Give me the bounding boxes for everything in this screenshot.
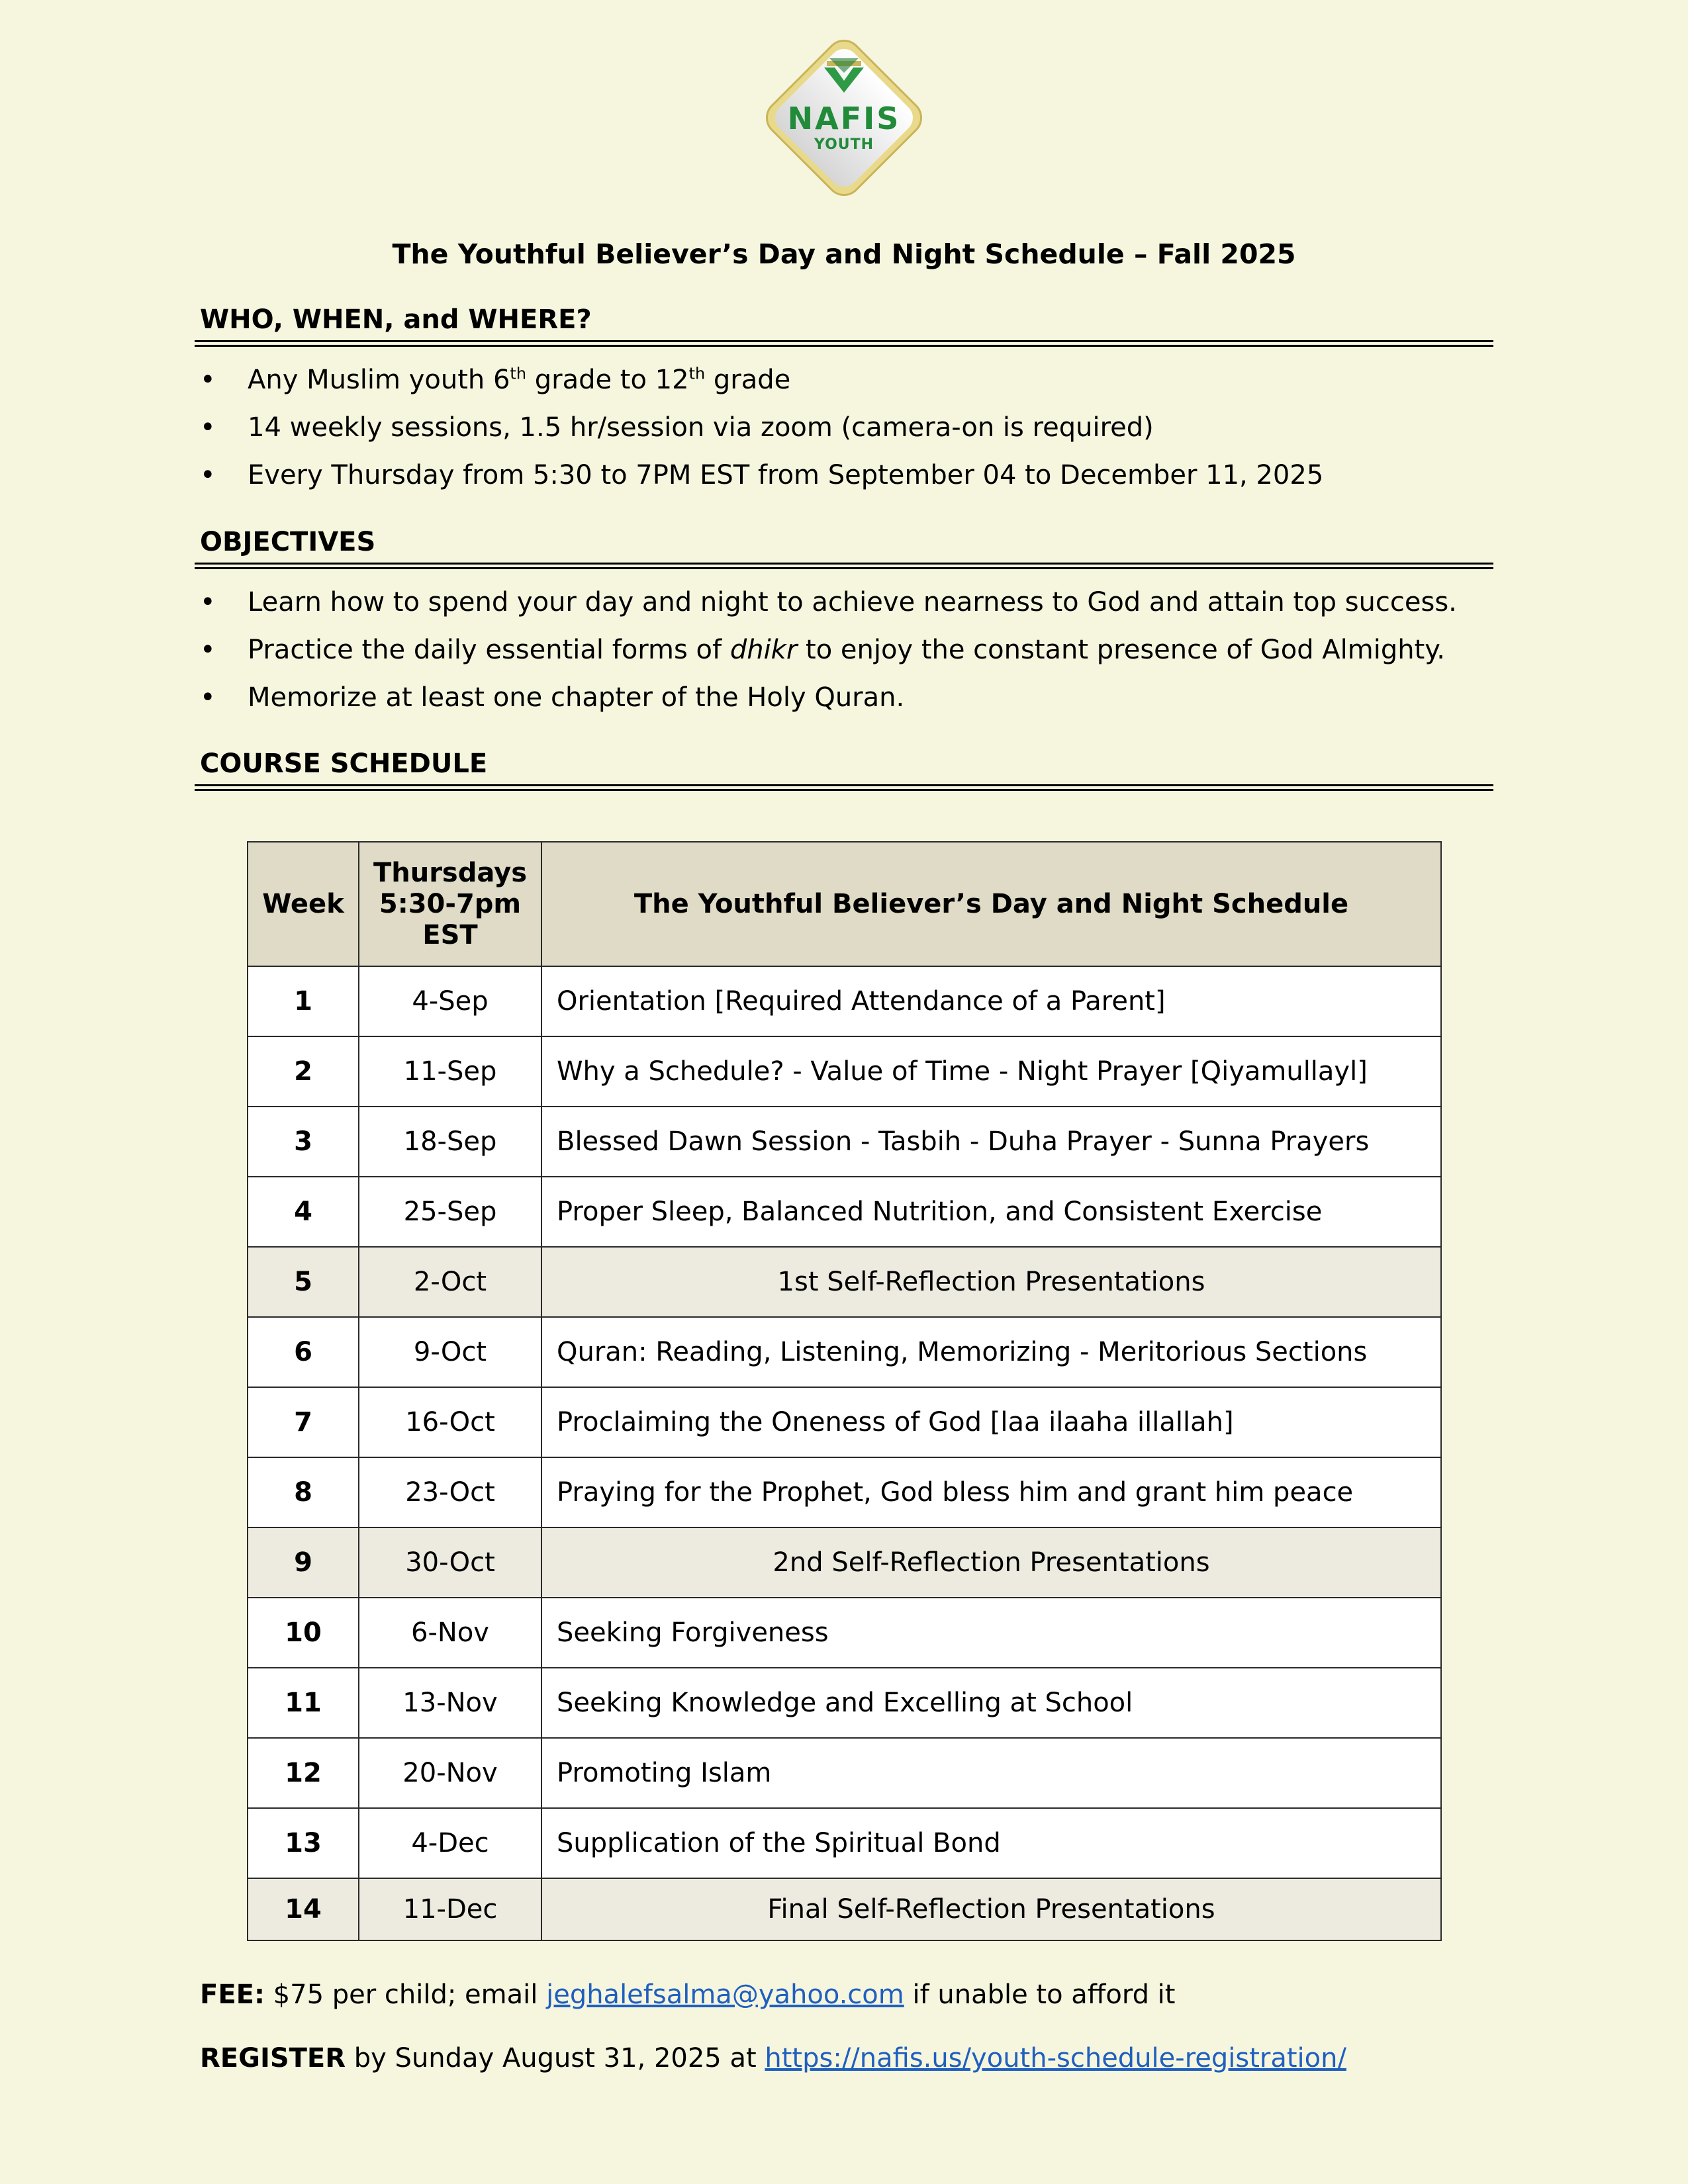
objectives-heading: OBJECTIVES bbox=[200, 527, 376, 557]
week-cell: 9 bbox=[248, 1527, 359, 1598]
list-item: • Every Thursday from 5:30 to 7PM EST from September 04 to December 11, 2025 bbox=[195, 459, 1493, 491]
topic-cell: Final Self-Reflection Presentations bbox=[541, 1878, 1441, 1940]
logo-sub: YOUTH bbox=[814, 136, 874, 153]
date-cell: 11-Sep bbox=[359, 1036, 541, 1107]
topic-cell: 2nd Self-Reflection Presentations bbox=[541, 1527, 1441, 1598]
date-cell: 4-Sep bbox=[359, 966, 541, 1036]
table-header-row bbox=[248, 842, 1441, 966]
date-cell: 30-Oct bbox=[359, 1527, 541, 1598]
col-week-header: Week bbox=[248, 842, 359, 966]
table-row bbox=[248, 1317, 1441, 1387]
topic-cell: Praying for the Prophet, God bless him and grant him peace bbox=[541, 1457, 1441, 1527]
list-item: • 14 weekly sessions, 1.5 hr/session via zoom (camera-on is required) bbox=[195, 412, 1493, 443]
week-cell: 8 bbox=[248, 1457, 359, 1527]
table-row bbox=[248, 966, 1441, 1036]
schedule-heading: COURSE SCHEDULE bbox=[200, 749, 488, 779]
topic-cell: Orientation [Required Attendance of a Parent] bbox=[541, 966, 1441, 1036]
table-row bbox=[248, 1177, 1441, 1247]
page-title: The Youthful Believer’s Day and Night Schedule – Fall 2025 bbox=[392, 238, 1296, 270]
table-row bbox=[248, 1107, 1441, 1177]
divider bbox=[195, 340, 1493, 347]
who-heading: WHO, WHEN, and WHERE? bbox=[200, 304, 592, 335]
col-date-header: Thursdays 5:30-7pm EST bbox=[359, 842, 541, 966]
date-cell: 18-Sep bbox=[359, 1107, 541, 1177]
who-section bbox=[195, 303, 1493, 507]
who-list bbox=[195, 364, 1493, 491]
table-row bbox=[248, 1738, 1441, 1808]
fee-line: FEE: $75 per child; email jeghalefsalma@yahoo.com if unable to afford it bbox=[200, 1979, 1176, 2010]
table-row bbox=[248, 1598, 1441, 1668]
date-cell: 2-Oct bbox=[359, 1247, 541, 1317]
divider bbox=[195, 784, 1493, 791]
topic-cell: Proper Sleep, Balanced Nutrition, and Consistent Exercise bbox=[541, 1177, 1441, 1247]
date-cell: 25-Sep bbox=[359, 1177, 541, 1247]
week-cell: 11 bbox=[248, 1668, 359, 1738]
table-row bbox=[248, 1036, 1441, 1107]
week-cell: 10 bbox=[248, 1598, 359, 1668]
date-cell: 23-Oct bbox=[359, 1457, 541, 1527]
date-cell: 9-Oct bbox=[359, 1317, 541, 1387]
logo-name: NAFIS bbox=[787, 101, 901, 136]
table-row bbox=[248, 1457, 1441, 1527]
date-cell: 6-Nov bbox=[359, 1598, 541, 1668]
topic-cell: Quran: Reading, Listening, Memorizing - Meritorious Sections bbox=[541, 1317, 1441, 1387]
date-cell: 11-Dec bbox=[359, 1878, 541, 1940]
table-row bbox=[248, 1808, 1441, 1878]
register-label: REGISTER bbox=[200, 2043, 346, 2073]
col-topic-header: The Youthful Believer’s Day and Night Schedule bbox=[541, 842, 1441, 966]
list-item: • Memorize at least one chapter of the Holy Quran. bbox=[195, 682, 1493, 713]
date-cell: 4-Dec bbox=[359, 1808, 541, 1878]
topic-cell: Blessed Dawn Session - Tasbih - Duha Prayer - Sunna Prayers bbox=[541, 1107, 1441, 1177]
week-cell: 14 bbox=[248, 1878, 359, 1940]
objectives-section bbox=[195, 525, 1493, 729]
objectives-list bbox=[195, 586, 1493, 713]
table-row bbox=[248, 1247, 1441, 1317]
week-cell: 3 bbox=[248, 1107, 359, 1177]
week-cell: 7 bbox=[248, 1387, 359, 1457]
week-cell: 2 bbox=[248, 1036, 359, 1107]
week-cell: 13 bbox=[248, 1808, 359, 1878]
list-item: • Practice the daily essential forms of dhikr to enjoy the constant presence of God Almighty. bbox=[195, 634, 1493, 666]
nafis-youth-logo bbox=[753, 26, 935, 209]
list-item: • Any Muslim youth 6th grade to 12th grade bbox=[195, 364, 1493, 396]
week-cell: 4 bbox=[248, 1177, 359, 1247]
topic-cell: Supplication of the Spiritual Bond bbox=[541, 1808, 1441, 1878]
list-item: • Learn how to spend your day and night to achieve nearness to God and attain top success. bbox=[195, 586, 1493, 618]
fee-label: FEE: bbox=[200, 1979, 265, 2010]
table-row bbox=[248, 1878, 1441, 1940]
date-cell: 13-Nov bbox=[359, 1668, 541, 1738]
topic-cell: 1st Self-Reflection Presentations bbox=[541, 1247, 1441, 1317]
week-cell: 6 bbox=[248, 1317, 359, 1387]
topic-cell: Why a Schedule? - Value of Time - Night Prayer [Qiyamullayl] bbox=[541, 1036, 1441, 1107]
week-cell: 12 bbox=[248, 1738, 359, 1808]
topic-cell: Proclaiming the Oneness of God [laa ilaaha illallah] bbox=[541, 1387, 1441, 1457]
topic-cell: Promoting Islam bbox=[541, 1738, 1441, 1808]
week-cell: 5 bbox=[248, 1247, 359, 1317]
table-row bbox=[248, 1527, 1441, 1598]
date-cell: 20-Nov bbox=[359, 1738, 541, 1808]
divider bbox=[195, 563, 1493, 569]
registration-link[interactable]: https://nafis.us/youth-schedule-registration/ bbox=[765, 2043, 1346, 2073]
week-cell: 1 bbox=[248, 966, 359, 1036]
register-line: REGISTER by Sunday August 31, 2025 at https://nafis.us/youth-schedule-registration/ bbox=[200, 2043, 1346, 2073]
table-row bbox=[248, 1668, 1441, 1738]
schedule-section bbox=[195, 747, 1493, 791]
fee-email-link[interactable]: jeghalefsalma@yahoo.com bbox=[546, 1979, 904, 2010]
topic-cell: Seeking Knowledge and Excelling at School bbox=[541, 1668, 1441, 1738]
table-row bbox=[248, 1387, 1441, 1457]
topic-cell: Seeking Forgiveness bbox=[541, 1598, 1441, 1668]
schedule-table bbox=[247, 841, 1442, 1941]
date-cell: 16-Oct bbox=[359, 1387, 541, 1457]
